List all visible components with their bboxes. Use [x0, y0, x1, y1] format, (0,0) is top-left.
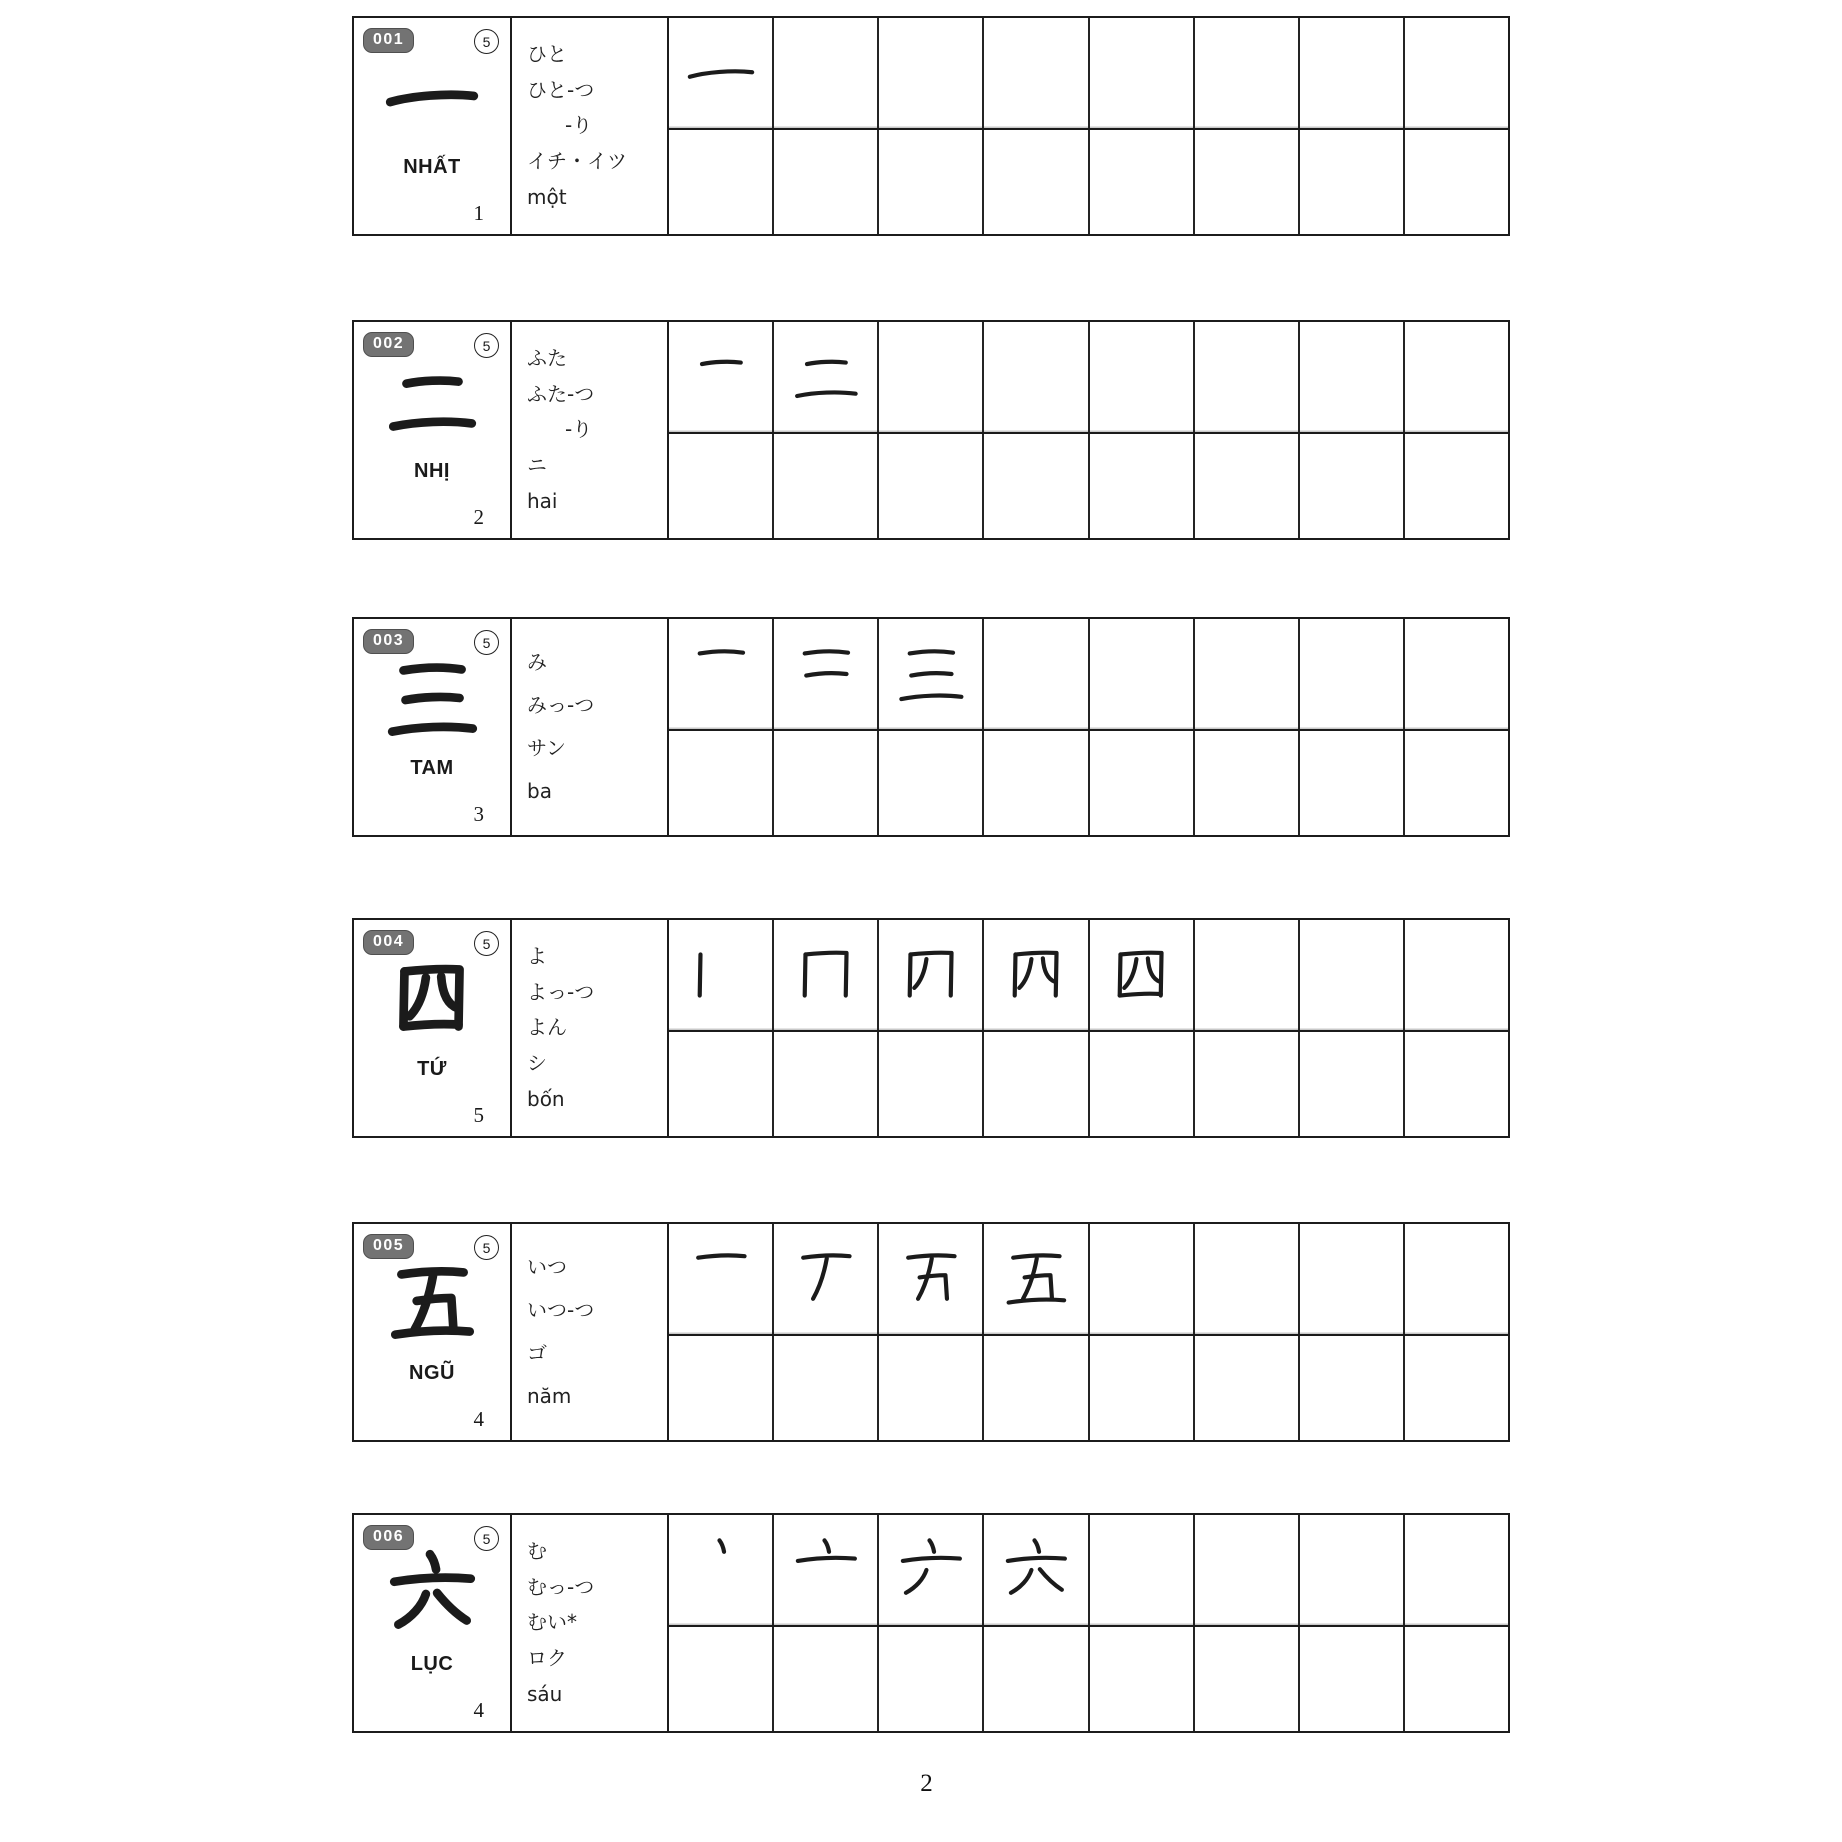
practice-cell-example [877, 619, 982, 729]
reading-line: ゴ [527, 1341, 547, 1365]
entry-number-badge: 002 [363, 332, 414, 357]
sino-vietnamese-reading: NHẤT [403, 156, 461, 178]
practice-grid [669, 920, 1508, 1136]
practice-cell [1403, 1627, 1508, 1731]
practice-cell [877, 1627, 982, 1731]
practice-cell [982, 434, 1087, 538]
practice-cell [1193, 1515, 1298, 1625]
level-number: 5 [482, 1530, 491, 1547]
practice-cell-example [772, 1224, 877, 1334]
practice-cell [1298, 1032, 1403, 1136]
practice-cell [1403, 1224, 1508, 1334]
practice-cell [1193, 434, 1298, 538]
reading-line: ニ [527, 453, 547, 478]
practice-cell [1193, 1032, 1298, 1136]
readings-list [512, 619, 669, 835]
practice-row-empty [669, 434, 1508, 538]
entry-number-badge: 001 [363, 28, 414, 53]
practice-cell [1193, 920, 1298, 1030]
practice-row-examples [669, 1224, 1508, 1336]
entry-number-badge: 005 [363, 1234, 414, 1259]
meaning-line: sáu [527, 1682, 563, 1707]
practice-row-empty [669, 1032, 1508, 1136]
stroke-order-step [683, 937, 759, 1013]
reading-line: よん [527, 1015, 567, 1040]
practice-cell [1298, 920, 1403, 1030]
meaning-line: hai [527, 489, 558, 514]
practice-cell [1088, 1515, 1193, 1625]
practice-cell [982, 1336, 1087, 1440]
practice-cell [1403, 434, 1508, 538]
practice-cell [1298, 434, 1403, 538]
reading-line: ふた [527, 345, 567, 370]
reading-line: ひと [527, 41, 567, 66]
practice-cell [982, 619, 1087, 729]
stroke-order-step [998, 1532, 1074, 1608]
stroke-order-step [683, 339, 759, 415]
practice-row-examples [669, 619, 1508, 731]
practice-grid [669, 1224, 1508, 1440]
reading-line: よ [527, 943, 547, 968]
level-number: 5 [482, 1239, 491, 1256]
readings-list [512, 1224, 669, 1440]
practice-cell [669, 1627, 772, 1731]
sino-vietnamese-reading: TAM [410, 757, 454, 779]
reading-line: ひと-つ [527, 77, 595, 102]
practice-cell [1088, 1336, 1193, 1440]
stroke-order-step [998, 1241, 1074, 1317]
practice-cell-example [877, 1515, 982, 1625]
stroke-order-step [893, 1532, 969, 1608]
practice-cell [1088, 18, 1193, 128]
page-number: 2 [920, 1770, 933, 1797]
reading-line: みっ-つ [527, 693, 595, 717]
practice-cell [772, 434, 877, 538]
kanji-strokes [381, 46, 483, 148]
practice-cell [1193, 18, 1298, 128]
practice-cell [1403, 322, 1508, 432]
level-number: 5 [482, 634, 491, 651]
practice-cell-example [877, 1224, 982, 1334]
practice-cell-example [982, 920, 1087, 1030]
practice-cell-example [772, 619, 877, 729]
kanji-entry-row [352, 320, 1510, 540]
practice-cell-example [669, 1224, 772, 1334]
practice-cell [772, 18, 877, 128]
practice-cell-example [982, 1515, 1087, 1625]
kanji-info-cell [354, 920, 512, 1136]
stroke-count: 3 [473, 802, 484, 826]
practice-cell [1088, 1224, 1193, 1334]
sino-vietnamese-reading: NGŨ [409, 1362, 455, 1384]
reading-line: む [527, 1538, 547, 1563]
reading-line: いつ [527, 1255, 567, 1279]
stroke-count: 4 [473, 1407, 484, 1431]
practice-cell [1403, 1032, 1508, 1136]
level-number: 5 [482, 33, 491, 50]
kanji-info-cell [354, 18, 512, 234]
practice-cell [1193, 322, 1298, 432]
stroke-order-step [893, 636, 969, 712]
practice-cell [772, 1627, 877, 1731]
reading-line: むっ-つ [527, 1574, 595, 1599]
practice-cell [1298, 18, 1403, 128]
practice-cell [877, 1032, 982, 1136]
practice-cell [877, 322, 982, 432]
stroke-order-step [1103, 937, 1179, 1013]
practice-row-empty [669, 130, 1508, 234]
practice-cell-example [1088, 920, 1193, 1030]
practice-cell [1088, 130, 1193, 234]
practice-cell [1088, 731, 1193, 835]
readings-list [512, 18, 669, 234]
practice-cell [1298, 731, 1403, 835]
practice-cell-example [877, 920, 982, 1030]
practice-cell [1298, 1515, 1403, 1625]
readings-list [512, 322, 669, 538]
kanji-glyph [381, 948, 483, 1050]
reading-line: -り [565, 417, 593, 442]
kanji-strokes [381, 948, 483, 1050]
practice-cell [1403, 619, 1508, 729]
practice-cell [1298, 1224, 1403, 1334]
kanji-entry-row [352, 16, 1510, 236]
kanji-entry-row [352, 1222, 1510, 1442]
practice-cell [669, 731, 772, 835]
practice-row-empty [669, 1627, 1508, 1731]
practice-cell-example [669, 1515, 772, 1625]
level-number: 5 [482, 337, 491, 354]
stroke-order-step [893, 1241, 969, 1317]
reading-line: イチ・イツ [527, 149, 627, 174]
stroke-order-step [683, 636, 759, 712]
level-number: 5 [482, 935, 491, 952]
practice-cell-example [669, 18, 772, 128]
practice-row-empty [669, 731, 1508, 835]
kanji-glyph [381, 46, 483, 148]
practice-grid [669, 322, 1508, 538]
practice-row-examples [669, 322, 1508, 434]
practice-cell [669, 1336, 772, 1440]
practice-cell [1088, 434, 1193, 538]
practice-cell [669, 130, 772, 234]
kanji-entry-row [352, 1513, 1510, 1733]
practice-cell [1298, 322, 1403, 432]
kanji-strokes [381, 350, 483, 452]
practice-grid [669, 1515, 1508, 1731]
practice-cell [982, 731, 1087, 835]
kanji-info-cell [354, 322, 512, 538]
reading-line: サン [527, 736, 566, 760]
readings-list [512, 920, 669, 1136]
stroke-order-step [788, 1241, 864, 1317]
reading-line: -り [565, 113, 593, 138]
sino-vietnamese-reading: NHỊ [414, 460, 450, 482]
practice-cell [982, 1627, 1087, 1731]
practice-cell [877, 18, 982, 128]
practice-cell [772, 130, 877, 234]
practice-cell-example [669, 920, 772, 1030]
practice-cell [982, 1032, 1087, 1136]
kanji-info-cell [354, 619, 512, 835]
practice-cell [1193, 1627, 1298, 1731]
practice-cell [1193, 1224, 1298, 1334]
stroke-count: 5 [473, 1103, 484, 1127]
kanji-glyph [381, 1252, 483, 1354]
kanji-glyph [381, 647, 483, 749]
reading-line: よっ-つ [527, 979, 595, 1004]
entry-number-badge: 006 [363, 1525, 414, 1550]
kanji-strokes [381, 647, 483, 749]
kanji-strokes [381, 1252, 483, 1354]
stroke-count: 4 [473, 1698, 484, 1722]
practice-cell-example [982, 1224, 1087, 1334]
stroke-order-step [788, 636, 864, 712]
practice-cell [982, 18, 1087, 128]
practice-cell [1403, 1515, 1508, 1625]
reading-line: シ [527, 1051, 547, 1076]
practice-row-examples [669, 920, 1508, 1032]
sino-vietnamese-reading: TỨ [417, 1058, 447, 1080]
practice-cell [1403, 18, 1508, 128]
practice-cell [877, 731, 982, 835]
practice-cell [1193, 130, 1298, 234]
practice-cell [982, 130, 1087, 234]
meaning-line: năm [527, 1384, 572, 1408]
practice-row-empty [669, 1336, 1508, 1440]
kanji-entry-row [352, 617, 1510, 837]
reading-line: み [527, 650, 547, 674]
practice-cell [1088, 1032, 1193, 1136]
stroke-count: 1 [473, 201, 484, 225]
practice-cell-example [669, 322, 772, 432]
practice-cell [1403, 731, 1508, 835]
practice-cell [1298, 130, 1403, 234]
practice-cell [669, 1032, 772, 1136]
practice-cell [669, 434, 772, 538]
practice-cell [1193, 619, 1298, 729]
stroke-order-step [788, 1532, 864, 1608]
sino-vietnamese-reading: LỤC [410, 1653, 454, 1675]
entry-number-badge: 004 [363, 930, 414, 955]
practice-cell [1193, 731, 1298, 835]
practice-cell [1298, 1336, 1403, 1440]
practice-cell [1298, 1627, 1403, 1731]
reading-line: ロク [527, 1646, 567, 1671]
meaning-line: một [527, 185, 567, 210]
stroke-order-step [683, 35, 759, 111]
practice-cell [1088, 619, 1193, 729]
practice-cell [877, 1336, 982, 1440]
stroke-count: 2 [473, 505, 484, 529]
meaning-line: ba [527, 779, 552, 803]
stroke-order-step [683, 1532, 759, 1608]
meaning-line: bốn [527, 1087, 565, 1112]
kanji-entry-row [352, 918, 1510, 1138]
practice-cell [772, 731, 877, 835]
practice-cell-example [772, 920, 877, 1030]
stroke-order-step [683, 1241, 759, 1317]
stroke-order-step [788, 339, 864, 415]
practice-cell [877, 434, 982, 538]
practice-cell [1403, 130, 1508, 234]
entry-number-badge: 003 [363, 629, 414, 654]
reading-line: ふた-つ [527, 381, 595, 406]
practice-cell [772, 1336, 877, 1440]
stroke-order-step [998, 937, 1074, 1013]
reading-line: むい* [527, 1610, 577, 1635]
practice-cell [1298, 619, 1403, 729]
readings-list [512, 1515, 669, 1731]
practice-row-examples [669, 18, 1508, 130]
practice-cell [1403, 1336, 1508, 1440]
practice-cell [1193, 1336, 1298, 1440]
kanji-strokes [381, 1543, 483, 1645]
stroke-order-step [788, 937, 864, 1013]
practice-grid [669, 18, 1508, 234]
practice-cell-example [772, 322, 877, 432]
practice-cell-example [669, 619, 772, 729]
practice-cell [1088, 1627, 1193, 1731]
practice-cell [982, 322, 1087, 432]
kanji-info-cell [354, 1224, 512, 1440]
practice-cell [1088, 322, 1193, 432]
practice-cell [1403, 920, 1508, 1030]
practice-cell-example [772, 1515, 877, 1625]
reading-line: いつ-つ [527, 1298, 595, 1322]
practice-cell [772, 1032, 877, 1136]
practice-grid [669, 619, 1508, 835]
practice-row-examples [669, 1515, 1508, 1627]
stroke-order-step [893, 937, 969, 1013]
kanji-glyph [381, 350, 483, 452]
practice-cell [877, 130, 982, 234]
kanji-info-cell [354, 1515, 512, 1731]
kanji-glyph [381, 1543, 483, 1645]
